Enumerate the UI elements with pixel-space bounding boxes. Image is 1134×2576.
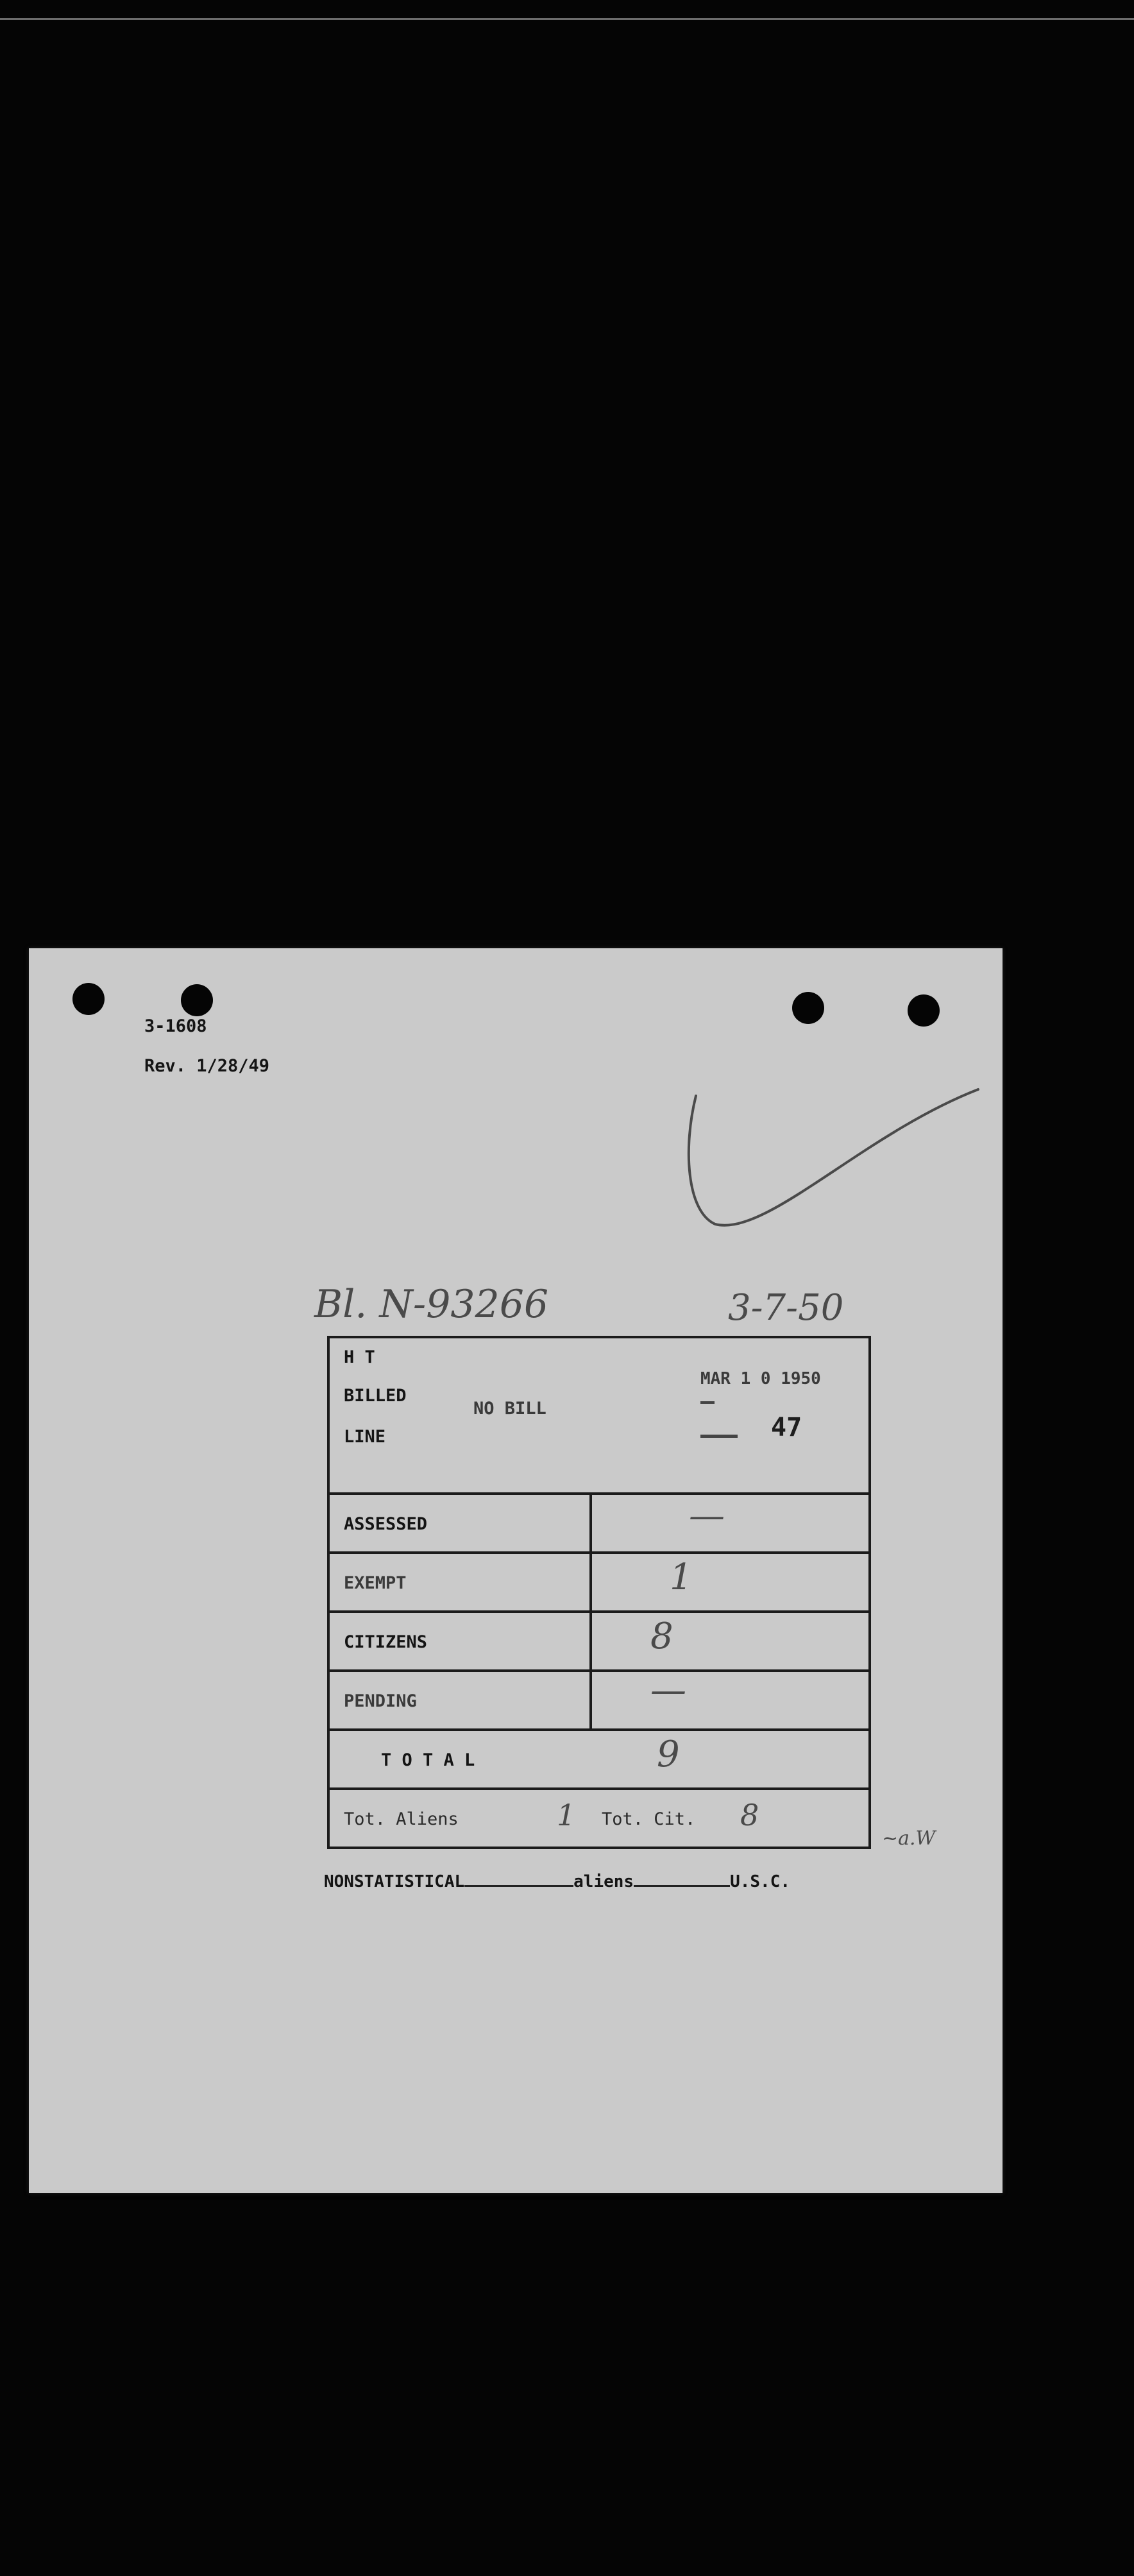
ht-label: H T bbox=[344, 1347, 375, 1367]
handwritten-date: 3-7-50 bbox=[728, 1287, 844, 1329]
column-divider bbox=[589, 1672, 592, 1728]
blank-line bbox=[634, 1885, 730, 1887]
nonstatistical-label: NONSTATISTICAL bbox=[324, 1872, 465, 1891]
manifest-reference: Bl. N-93266 bbox=[314, 1282, 549, 1327]
initials: ~a.W bbox=[882, 1827, 936, 1850]
form-revision: Rev. 1/28/49 bbox=[144, 1056, 270, 1076]
row-value: 1 bbox=[670, 1557, 693, 1598]
column-divider bbox=[589, 1554, 592, 1610]
totals-row bbox=[330, 1790, 868, 1847]
citizens-row bbox=[330, 1613, 868, 1672]
punch-hole bbox=[792, 992, 824, 1024]
total-label: T O T A L bbox=[381, 1750, 475, 1770]
checkmark-icon bbox=[664, 1064, 997, 1256]
billed-label: BILLED bbox=[344, 1386, 407, 1406]
row-label: EXEMPT bbox=[344, 1573, 407, 1593]
citizens-total-value: 8 bbox=[740, 1798, 759, 1832]
row-label: PENDING bbox=[344, 1691, 417, 1711]
column-divider bbox=[589, 1495, 592, 1551]
form-header bbox=[330, 1338, 868, 1495]
row-value: — bbox=[689, 1495, 725, 1537]
line-number-stamp: 47 bbox=[771, 1413, 802, 1442]
form-number: 3-1608 bbox=[144, 1016, 207, 1036]
row-label: CITIZENS bbox=[344, 1632, 428, 1652]
aliens-total-label: Tot. Aliens bbox=[344, 1809, 459, 1829]
usc-label: U.S.C. bbox=[730, 1872, 790, 1891]
exempt-row bbox=[330, 1554, 868, 1613]
punch-hole bbox=[908, 994, 940, 1027]
no-bill-stamp: NO BILL bbox=[473, 1399, 546, 1419]
citizens-total-label: Tot. Cit. bbox=[602, 1809, 696, 1829]
date-stamp: MAR 1 0 1950 bbox=[700, 1369, 821, 1388]
aliens-label: aliens bbox=[573, 1872, 634, 1891]
row-value: — bbox=[650, 1669, 686, 1711]
line-label: LINE bbox=[344, 1427, 386, 1447]
assessed-row bbox=[330, 1495, 868, 1554]
tally-form bbox=[327, 1336, 871, 1849]
row-label: ASSESSED bbox=[344, 1514, 428, 1534]
total-value: 9 bbox=[657, 1734, 680, 1775]
aliens-total-value: 1 bbox=[557, 1798, 576, 1832]
punch-hole bbox=[72, 983, 105, 1015]
column-divider bbox=[589, 1613, 592, 1669]
nonstatistical-line bbox=[324, 1872, 790, 1891]
document-page bbox=[29, 948, 1003, 2193]
scanner-edge-line bbox=[0, 18, 1134, 20]
blank-line bbox=[464, 1885, 573, 1887]
total-row bbox=[330, 1731, 868, 1790]
stamp-smudge bbox=[700, 1435, 738, 1438]
punch-hole bbox=[181, 984, 213, 1016]
stamp-smudge bbox=[700, 1401, 715, 1404]
row-value: 8 bbox=[650, 1616, 673, 1657]
pending-row bbox=[330, 1669, 868, 1731]
